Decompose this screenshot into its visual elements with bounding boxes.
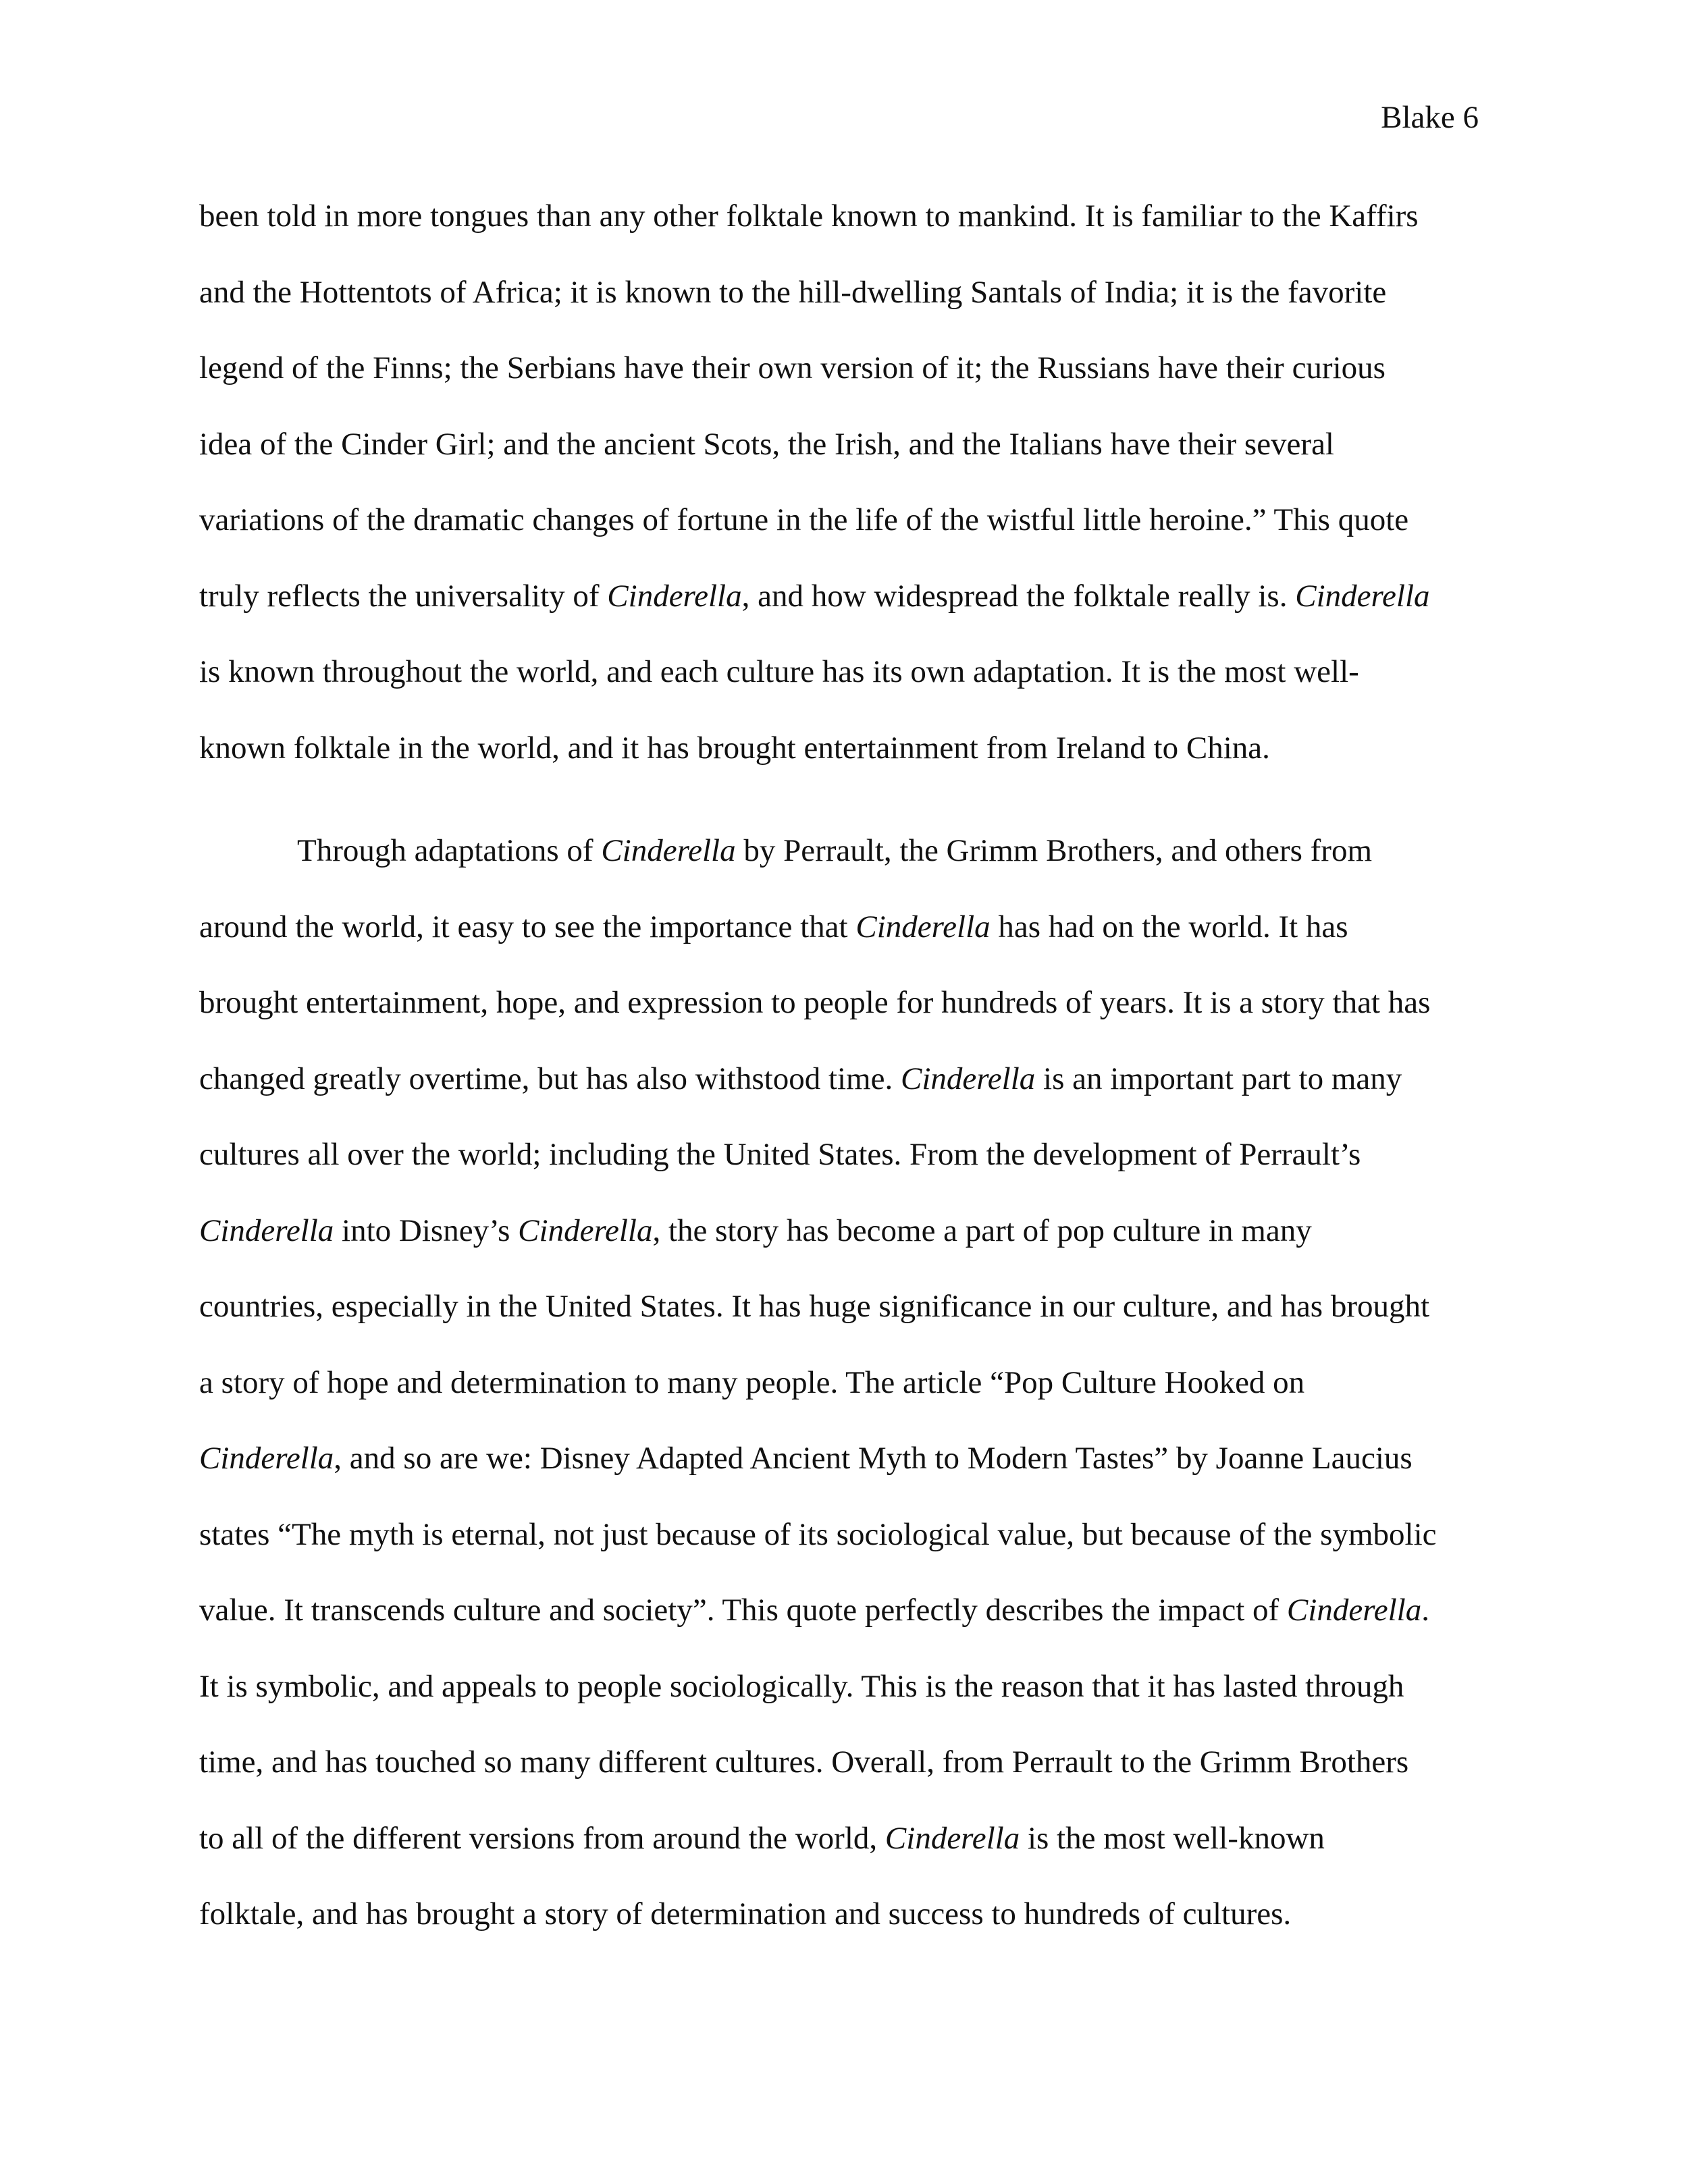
text-line: Cinderella, and so are we: Disney Adapted Ancient Myth to Modern Tastes” by Joanne Laucius	[199, 1441, 1413, 1476]
text-line: been told in more tongues than any other folktale known to mankind. It is familiar to the Kaffirs	[199, 198, 1419, 234]
body-text	[199, 196, 1492, 1970]
text-line: time, and has touched so many different cultures. Overall, from Perrault to the Grimm Brothers	[199, 1744, 1409, 1780]
title-italic: Cinderella	[199, 1441, 334, 1476]
text-line: to all of the different versions from around the world, Cinderella is the most well-known	[199, 1820, 1325, 1856]
text-line: is known throughout the world, and each culture has its own adaptation. It is the most well-	[199, 654, 1359, 689]
text-line: known folktale in the world, and it has brought entertainment from Ireland to China.	[199, 730, 1270, 766]
text-line: value. It transcends culture and society”. This quote perfectly describes the impact of Cinderella.	[199, 1593, 1429, 1628]
text-line: countries, especially in the United States. It has huge significance in our culture, and has brought	[199, 1289, 1430, 1324]
text-line: a story of hope and determination to many people. The article “Pop Culture Hooked on	[199, 1364, 1305, 1400]
text-line: Cinderella into Disney’s Cinderella, the story has become a part of pop culture in many	[199, 1213, 1312, 1248]
title-italic: Cinderella	[855, 909, 991, 944]
text-line: It is symbolic, and appeals to people sociologically. This is the reason that it has lasted through	[199, 1668, 1404, 1704]
text-line: and the Hottentots of Africa; it is known to the hill-dwelling Santals of India; it is the favorite	[199, 274, 1387, 310]
title-italic: Cinderella	[607, 578, 742, 614]
text-line: idea of the Cinder Girl; and the ancient Scots, the Irish, and the Italians have their several	[199, 426, 1334, 462]
text-line: folktale, and has brought a story of determination and success to hundreds of cultures.	[199, 1896, 1292, 1932]
title-italic: Cinderella	[601, 833, 736, 868]
paragraph-2	[199, 830, 1492, 1970]
title-italic: Cinderella	[1286, 1593, 1422, 1628]
text-line: states “The myth is eternal, not just because of its sociological value, but because of the symbolic	[199, 1516, 1437, 1552]
text-line: legend of the Finns; the Serbians have their own version of it; the Russians have their curious	[199, 350, 1386, 385]
text-line: around the world, it easy to see the importance that Cinderella has had on the world. It has	[199, 909, 1348, 944]
text-line: brought entertainment, hope, and expression to people for hundreds of years. It is a story that has	[199, 985, 1431, 1020]
text-line: changed greatly overtime, but has also withstood time. Cinderella is an important part to many	[199, 1061, 1402, 1096]
text-line: cultures all over the world; including the United States. From the development of Perrault’s	[199, 1137, 1361, 1172]
text-line: variations of the dramatic changes of fortune in the life of the wistful little heroine.” This quote	[199, 502, 1409, 537]
title-italic: Cinderella	[199, 1213, 334, 1248]
title-italic: Cinderella	[518, 1213, 653, 1248]
title-italic: Cinderella	[1295, 578, 1430, 614]
paragraph-1	[199, 196, 1492, 803]
text-line: Through adaptations of Cinderella by Perrault, the Grimm Brothers, and others from	[297, 833, 1373, 868]
running-head: Blake 6	[1381, 100, 1479, 135]
paragraph-spacing	[199, 803, 1492, 830]
title-italic: Cinderella	[885, 1820, 1020, 1856]
title-italic: Cinderella	[900, 1061, 1036, 1096]
text-line: truly reflects the universality of Cinderella, and how widespread the folktale really is. Cinderella	[199, 578, 1430, 614]
